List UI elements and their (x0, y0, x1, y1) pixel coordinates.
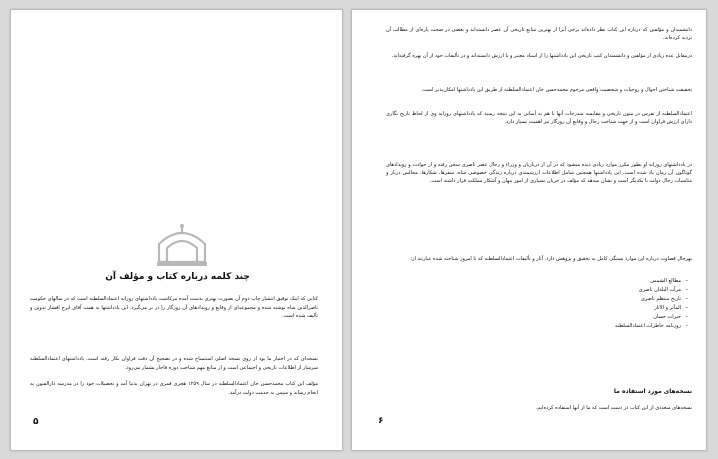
section-heading: نسخه‌های مورد استفاده ما (613, 388, 692, 395)
list-item: – المآثر و الآثار (398, 304, 688, 313)
dome-emblem-icon (153, 222, 211, 268)
list-item: – خیرات حسان (398, 313, 688, 322)
page-number: ۵ (33, 417, 39, 427)
list-item: – روزنامه خاطرات اعتمادالسلطنه (398, 322, 688, 331)
left-page (10, 9, 343, 451)
list-item: – تاریخ منتظم ناصری (398, 295, 688, 304)
paragraph: نسخه‌های متعددی از این کتاب در دست است که ما از آنها استفاده کرده‌ایم. (535, 405, 692, 411)
page-title: چند کلمه درباره کتاب و مؤلف آن (105, 272, 250, 282)
paragraph: بحقیقت شناختن احوال و روحیات و شخصیت واقعی مرحوم محمدحسن خان اعتمادالسلطنه از طریق این یادداشتها امکان‌پذیر است. (421, 87, 692, 93)
paragraph: درمقابل عده زیادی از مؤلفین و دانشمندان کتب تاریخی این یادداشتها را از اسناد معتبر و با ارزش دانسته‌اند و در تألیفات خود از آن بهره گرفته‌اند. (391, 53, 692, 59)
paragraph: در یادداشتهای روزانه او بطور مکرر موارد زیادی دیده میشود که در آن از درباریان و وزراء و رجال عصر ناصری سخن رفته و از حوادث و رویدادهای گوناگون آن زمان یاد شده است. این یادداشتها همچنین شامل اطلاعات ارزشمندی درباره زندگی خصوصی شاه، سفرها، شکارها، مجالس دربار و مناسبات رجال دولت با یکدیگر است و نشان میدهد که مؤلف در جریان بسیاری از امور پنهان و آشکار مملکت قرار داشته است. (386, 162, 692, 185)
list-item: – مطالع الشمس (398, 277, 688, 286)
paragraph: مؤلف این کتاب محمدحسن خان اعتمادالسلطنه در سال ۱۲۵۹ هجری قمری در تهران بدنیا آمد و تحصیلات خود را در مدرسه دارالفنون به انجام رساند و سپس به خدمت دولت درآمد. (30, 381, 318, 396)
works-list (398, 277, 688, 331)
list-item: – مرآت البلدان ناصری (398, 286, 688, 295)
paragraph: نسخه‌ای که در اختیار ما بود از روی نسخه اصلی استنساخ شده و در تصحیح آن دقت فراوان بکار رفته است. یادداشتهای اعتمادالسلطنه سرشار از اطلاعات تاریخی و اجتماعی است و از منابع مهم شناخت دوره قاجار بشمار می‌رود. (30, 356, 318, 371)
paragraph: اعتمادالسلطنه از تفرس در متون تاریخی و مقایسه مندرجات آنها با هم به آسانی به این نتیجه رسید که یادداشتهای روزانه وی از لحاظ تاریخ نگاری دارای ارزش فراوان است و از جهت شناخت رجال و وقایع آن روزگار نیز اهمیت بسیار دارد. (386, 111, 692, 126)
paragraph: دانشمندان و مؤلفین که درباره این کتاب نظر داده‌اند برخی آنرا از بهترین منابع تاریخی آن عصر دانسته‌اند و بعضی در صحت پاره‌ای از مطالب آن تردید کرده‌اند. (386, 27, 692, 42)
paragraph: کتابی که اینک توفیق انتشار چاپ دوم آن بصورت بهتری بدست آمده مرکاشت یادداشتهای روزانه اعتمادالسلطنه است که در سالهای حکومت ناصرالدین شاه نوشته شده و مجموعه‌ای از وقایع و رویدادهای آن روزگار را در بر می‌گیرد. این یادداشتها به همت آقای ایرج افشار تدوین و تألیف شده است. (30, 296, 318, 320)
right-page (351, 9, 707, 451)
page-number: ۶ (378, 416, 384, 426)
paragraph: بهرحال قضاوت درباره این موارد بستگی کامل به تحقیق و پژوهش دارد. آثار و تألیفات اعتمادالسلطنه که تا امروز شناخته شده عبارتند از: (410, 256, 692, 262)
